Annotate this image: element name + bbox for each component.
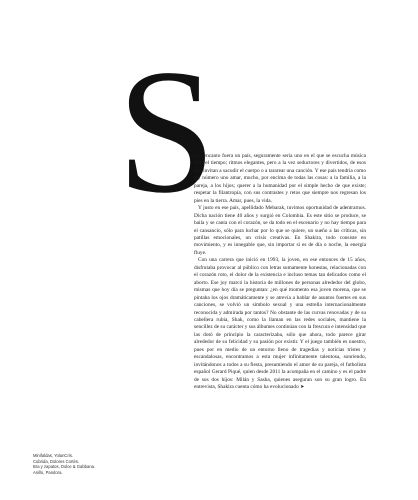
article-paragraph-3 <box>194 257 366 391</box>
credit-line: Bra y zapatos, Dolce & Gabbana. <box>33 464 96 470</box>
article-body <box>194 153 366 392</box>
credit-line: Cubrida, Dolores Cortés. <box>33 458 80 464</box>
article-paragraph-3-text: Con una carrera que inició en 1993, la joven, en ese entonces de 15 años, disfrutaba provocar al público con letras sumamente honestas, relacionadas con el corazón roto, el dolor de la existencia e incluso temas tan delicados como el aborto. Ese joy marcó la historia de millones de personas alrededor del globo, mismas que hoy día se preguntan: ¿en qué momento esa joven morena, que se pintaba los ojos dramáticamente y se atrevía a hablar de asuntos fuertes en sus canciones, se volvió un símbolo sexual y una estrella internacionalmente reconocida y admirada por tantos? No obstante de las curvas renovadas y de su cabellera rubia, Shak, como la llaman en las redes sociales, mantiene la sencillez de su carácter y sus álbumes continúan con la frescura e intensidad que las dotó de principio la caracterizaba, sólo que ahora, todo parece girar alrededor de su felicidad y su pasión por existir. Y el juego también es nuestro, pues por en medio de un entorno lleno de tragedias y noticias tristes y escandalosas, encontramos a esta mujer infinitamente talentosa, sonriendo, invitándonos a todos a su fiesta, presumiendo el amor de su pareja, el futbolista español Gerard Piqué, quien desde 2011 la acompaña en el camino y es el padre de sus dos hijos: Milán y Sasha, quienes aseguran son su gran logro. En entrevista, Shakira cuenta cómo ha evolucionado <box>194 257 366 391</box>
article-paragraph-1: i su encanto fuera un país, seguramente sería uno en el que se escucha música todo el tiempo; ritmos elegantes, pero a la vez seductores y divertidos, de esos que invitan a sacudir el cuerpo o a tararear una canción. Y ese país tendría como ley número uno amar, mucho, por encima de todas las cosas: a la familia, a la pareja, a los hijos; querer a la humanidad por el simple hecho de que existe; respetar la filantropía, con sus contrastes y retos que siempre nos regresan los pies en la tierra. Amar, pues, la vida. <box>194 153 366 204</box>
article-paragraph-2: Y justo en ese país, apellidado Mebarak, tuvimos oportunidad de adentrarnos. Dicha nación tiene 40 años y surgió en Colombia. Es este sitio se produce, se baila y se canta con el corazón, se da todo en el escenario y no hay tiempo para el cansancio, sólo para luchar por lo que se quiere, un sueño a las críticas, sin patillas emocionales, un crisis creativas. En Shakira, todo consiste en movimiento, y es innegable que, sin importar si es de día o noche, la energía fluye. <box>194 205 366 256</box>
fashion-credits <box>33 453 153 476</box>
drop-cap-letter: S <box>117 32 216 230</box>
continue-arrow-icon[interactable]: ➤ <box>300 384 305 391</box>
credit-line: Anillo, Pandora. <box>33 470 63 476</box>
credit-line: Minifaldas, YolanCris. <box>33 453 74 458</box>
